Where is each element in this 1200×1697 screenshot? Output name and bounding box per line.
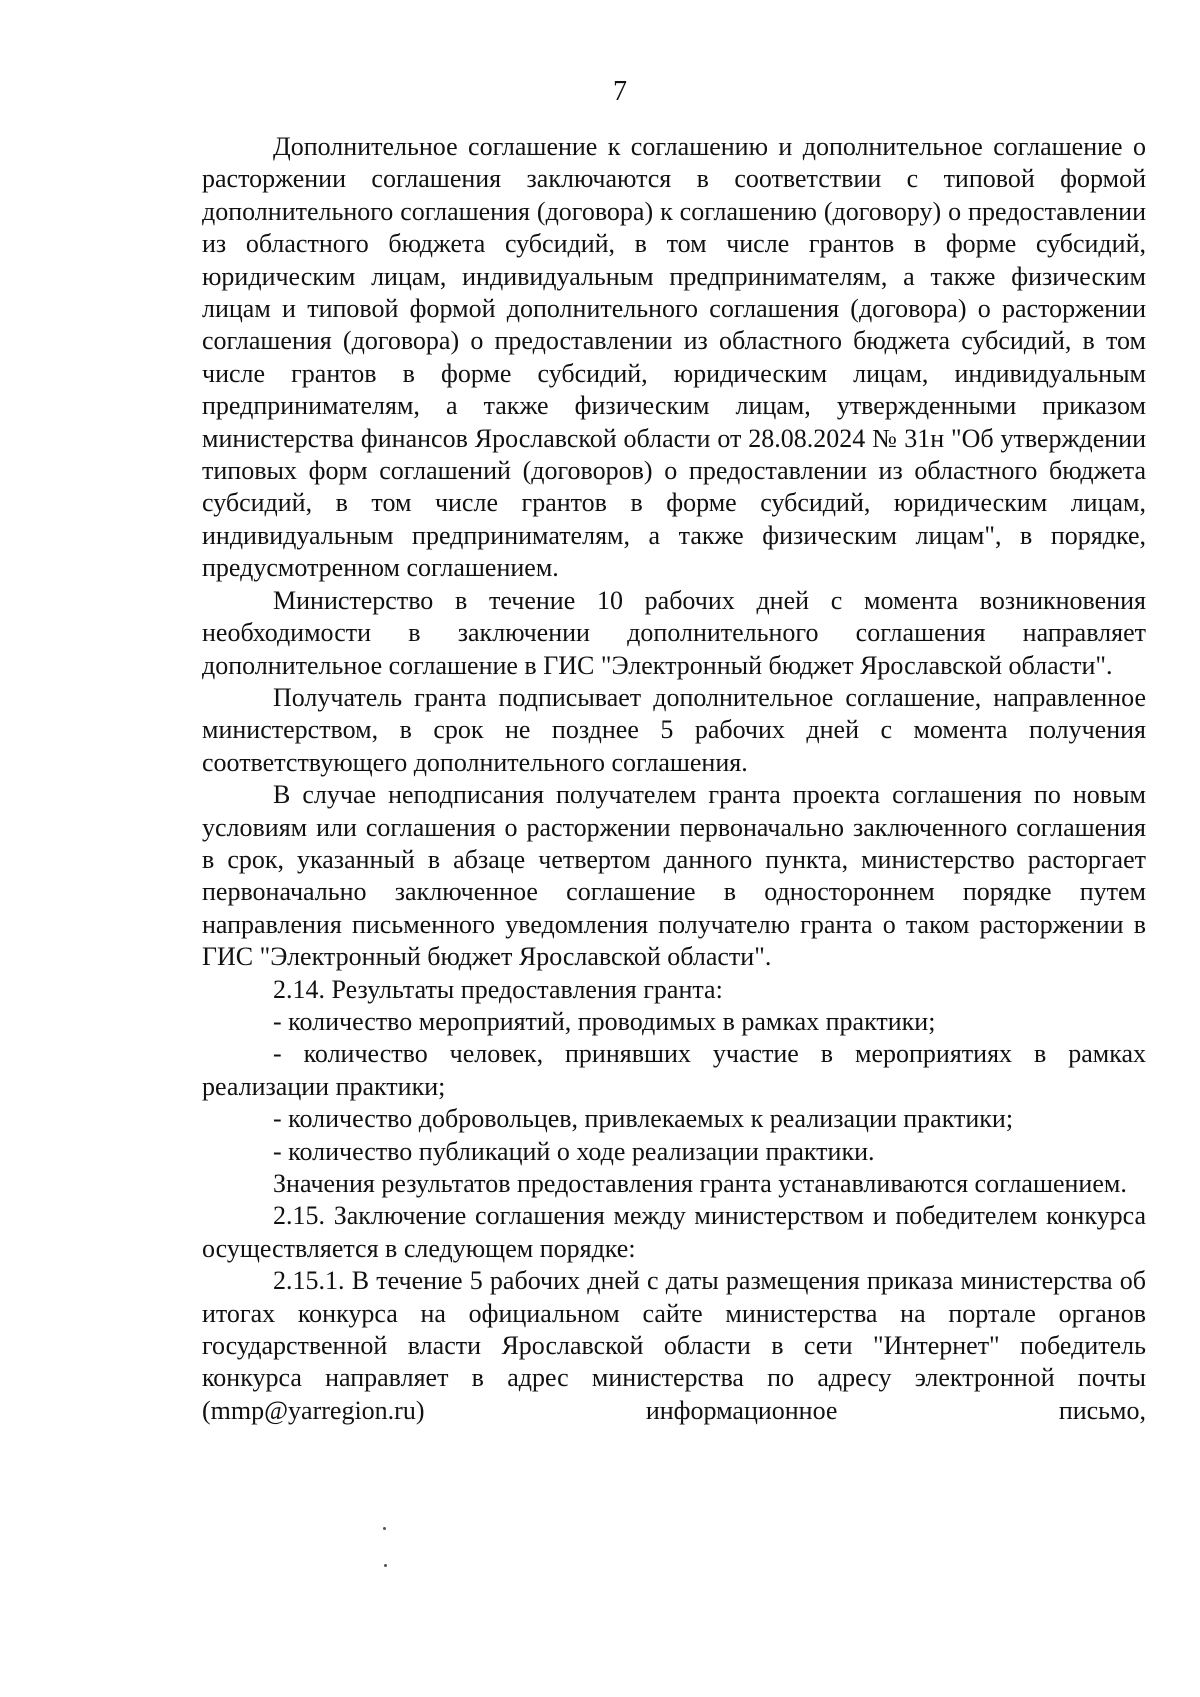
result-item-publications: - количество публикаций о ходе реализации практики.	[273, 1136, 875, 1166]
result-item-participants: - количество человек, принявших участие в мероприятиях в рамках реализации практики;	[202, 1039, 1146, 1101]
section-2-15-1-paragraph: 2.15.1. В течение 5 рабочих дней с даты размещения приказа министерства об итогах конкурса на официальном сайте министерства на портале органов государственной власти Ярославской области в сети "Интернет" победитель конкурса направляет в адрес министерства по адресу электронной почты (mmp@yarregion.ru) информационное письмо,	[202, 1266, 1146, 1425]
section-2-15-heading: 2.15. Заключение соглашения между министерством и победителем конкурса осуществляется в следующем порядке:	[202, 1201, 1146, 1263]
scan-speck	[384, 1564, 387, 1567]
paragraph-recipient-signs: Получатель гранта подписывает дополнительное соглашение, направленное министерством, в срок не позднее 5 рабочих дней с момента получения соответствующего дополнительного соглашения.	[202, 682, 1146, 777]
paragraph-result-values: Значения результатов предоставления гранта устанавливаются соглашением.	[273, 1169, 1127, 1198]
scan-speck	[383, 1527, 386, 1530]
paragraph-ministry-sends-agreement: Министерство в течение 10 рабочих дней с момента возникновения необходимости в заключении дополнительного соглашения направляет дополнительное соглашение в ГИС "Электронный бюджет Ярославской области".	[202, 585, 1146, 680]
page-number: 7	[613, 76, 627, 107]
result-item-volunteers: - количество добровольцев, привлекаемых к реализации практики;	[273, 1104, 1014, 1134]
section-2-14-heading: 2.14. Результаты предоставления гранта:	[273, 974, 723, 1004]
paragraph-unsigned-termination: В случае неподписания получателем гранта проекта соглашения по новым условиям или соглашения о расторжении первоначально заключенного соглашения в срок, указанный в абзаце четвертом данного пункта, министерство расторгает первоначально заключенное соглашение в одностороннем порядке путем направления письменного уведомления получателю гранта о таком расторжении в ГИС "Электронный бюджет Ярославской области".	[202, 780, 1146, 972]
paragraph-additional-agreement: Дополнительное соглашение к соглашению и дополнительное соглашение о расторжении соглашения заключаются в соответствии с типовой формой дополнительного соглашения (договора) к соглашению (договору) о предоставлении из областного бюджета субсидий, в том числе грантов в форме субсидий, юридическим лицам, индивидуальным предпринимателям, а также физическим лицам и типовой формой дополнительного соглашения (договора) о расторжении соглашения (договора) о предоставлении из областного бюджета субсидий, в том числе грантов в форме субсидий, юридическим лицам, индивидуальным предпринимателям, а также физическим лицам, утвержденными приказом министерства финансов Ярославской области от 28.08.2024 № 31н "Об утверждении типовых форм соглашений (договоров) о предоставлении из областного бюджета субсидий, в том числе грантов в форме субсидий, юридическим лицам, индивидуальным предпринимателям, а также физическим лицам", в порядке, предусмотренном соглашением.	[202, 132, 1146, 583]
document-body	[202, 131, 1146, 1427]
result-item-events: - количество мероприятий, проводимых в рамках практики;	[273, 1006, 936, 1036]
